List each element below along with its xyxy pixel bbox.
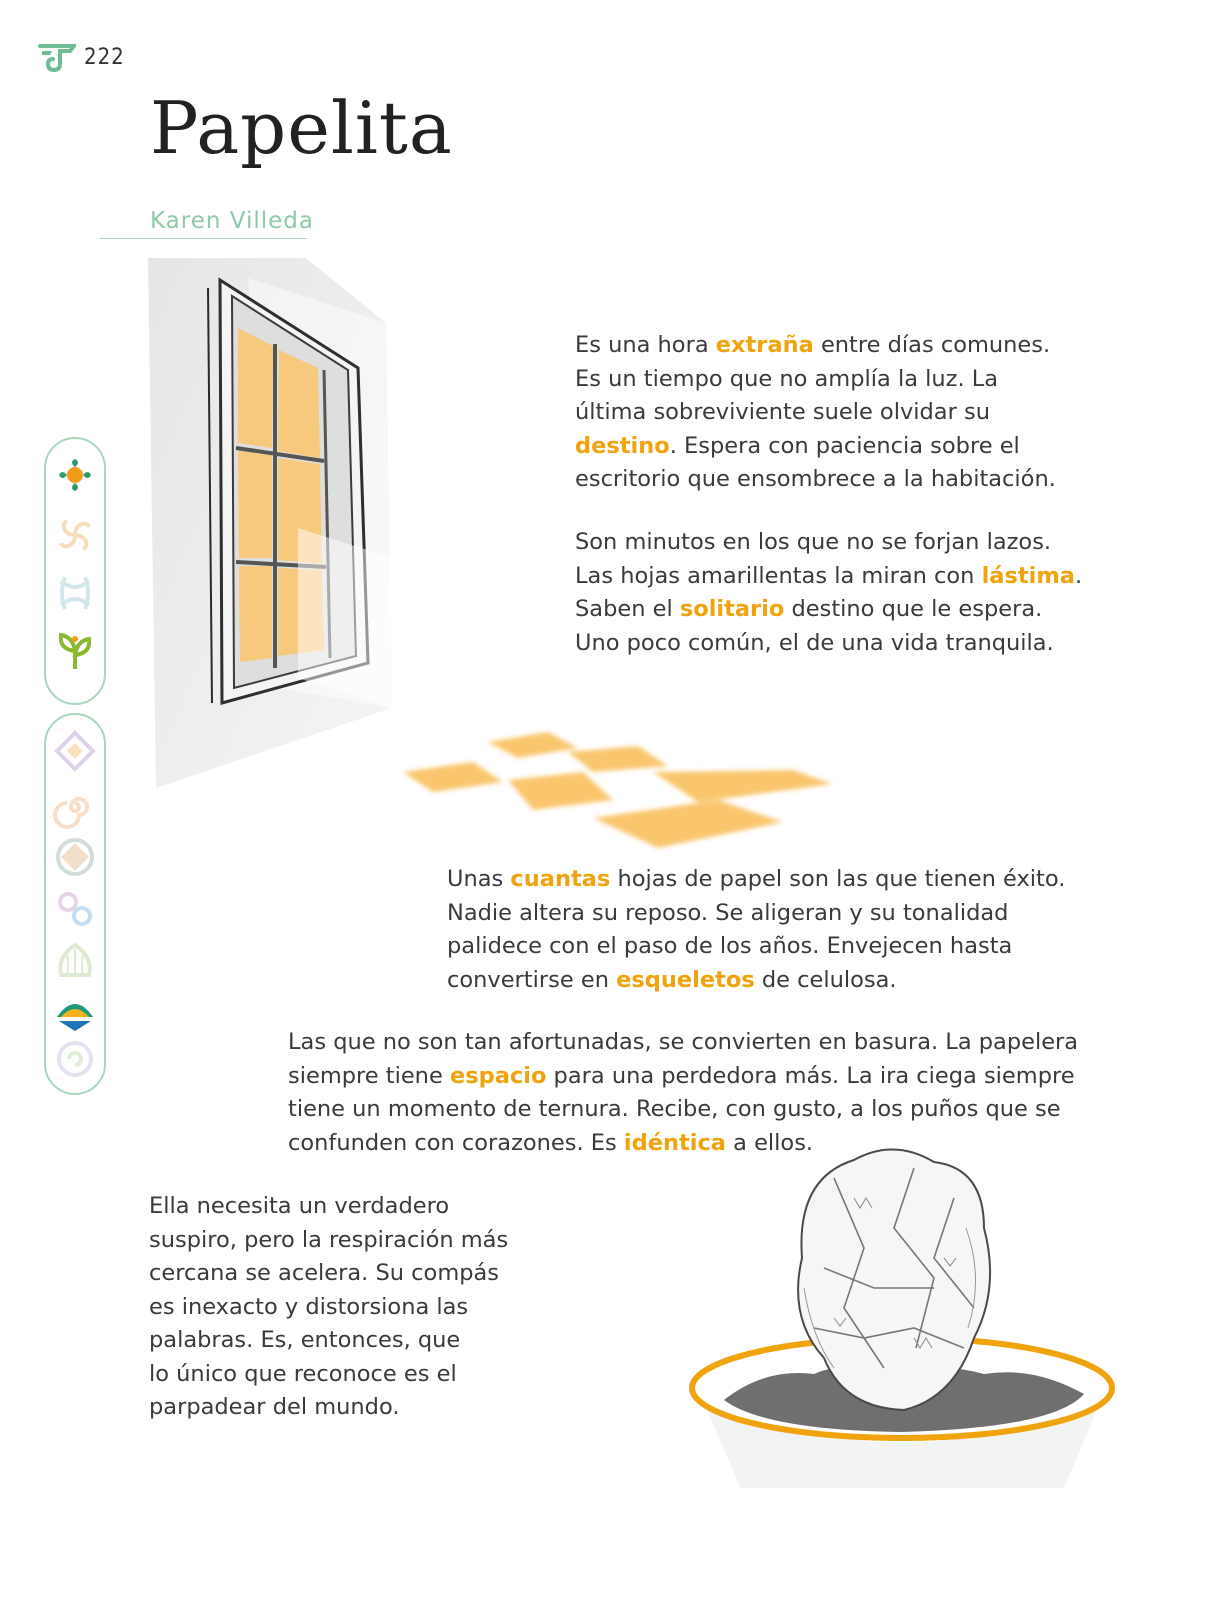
paragraph-2 [575,526,1082,660]
sprout-icon[interactable] [53,629,97,673]
sidebar-group-top [44,437,106,705]
paragraph-1 [575,329,1056,497]
text-segment: Las hojas amarillentas la miran con [575,562,982,589]
text-segment: . Espera con paciencia sobre el [669,432,1020,459]
flower-icon[interactable] [53,453,97,497]
paragraph-3 [447,863,1065,997]
text-segment: Es una hora [575,332,716,358]
text-segment: tiene un momento de ternura. Recibe, con gusto, a los puños que se [288,1096,1061,1122]
text-segment: última sobreviviente suele olvidar su [575,399,990,425]
paragraph-5 [149,1190,508,1425]
crumpled-paper-bin-illustration [684,1138,1120,1498]
text-segment: Nadie altera su reposo. Se aligeran y su tonalidad [447,899,1009,926]
text-segment: convertirse en [447,966,617,993]
highlighted-word: solitario [679,596,785,622]
text-segment: siempre tiene [288,1062,450,1089]
author-underline [100,238,307,239]
text-segment: hojas de papel son las que tienen éxito. [610,866,1066,892]
text-segment: escritorio que ensombrece a la habitación. [575,466,1056,492]
pinwheel-icon[interactable] [53,513,97,557]
page-number: 222 [84,44,125,70]
mandala-icon[interactable] [53,835,97,879]
text-segment: palabras. Es, entonces, que [149,1327,461,1353]
text-segment: de celulosa. [754,966,897,993]
text-segment: Unas [447,866,511,892]
text-segment: entre días comunes. [813,332,1051,358]
highlighted-word: cuantas [510,866,611,892]
sidebar-group-bottom [44,713,106,1095]
highlighted-word: lástima [981,562,1075,589]
text-segment: Saben el [575,596,680,622]
text-segment: lo único que reconoce es el [149,1360,457,1387]
page-title: Papelita [150,86,453,170]
diamond-pattern-icon[interactable] [53,729,97,773]
text-segment: a ellos. [726,1129,814,1156]
text-segment: Son minutos en los que no se forjan lazos. [575,529,1052,555]
highlighted-word: destino [575,432,670,459]
highlighted-word: idéntica [623,1129,726,1156]
highlighted-word: esqueletos [616,966,755,993]
text-segment: destino que le espera. [784,596,1043,622]
text-segment: Uno poco común, el de una vida tranquila. [575,629,1054,656]
window-illustration [148,258,398,793]
swirl-icon[interactable] [53,1037,97,1081]
text-segment: Las que no son tan afortunadas, se convierten en basura. La papelera [288,1029,1079,1055]
text-segment: palidece con el paso de los años. Envejecen hasta [447,933,1013,959]
fan-icon[interactable] [53,991,97,1035]
highlighted-word: extraña [715,332,814,358]
light-patches-illustration [398,722,843,862]
page-number-block [38,42,125,72]
text-segment: para una perdedora más. La ira ciega siempre [546,1062,1075,1089]
chapter-glyph-icon [38,42,76,72]
text-segment: Ella necesita un verdadero [149,1193,450,1219]
knot-icon[interactable] [53,571,97,615]
text-segment: parpadear del mundo. [149,1394,400,1420]
shell-icon[interactable] [53,939,97,983]
author-name: Karen Villeda [150,208,315,234]
highlighted-word: espacio [449,1062,547,1089]
text-segment: Es un tiempo que no amplía la luz. La [575,365,999,392]
text-segment: cercana se acelera. Su compás [149,1260,500,1286]
chain-icon[interactable] [53,887,97,931]
text-segment: suspiro, pero la respiración más [149,1226,509,1253]
text-segment: . [1074,562,1083,589]
text-segment: confunden con corazones. Es [288,1129,624,1156]
text-segment: es inexacto y distorsiona las [149,1293,469,1320]
spiral-icon[interactable] [53,785,97,829]
